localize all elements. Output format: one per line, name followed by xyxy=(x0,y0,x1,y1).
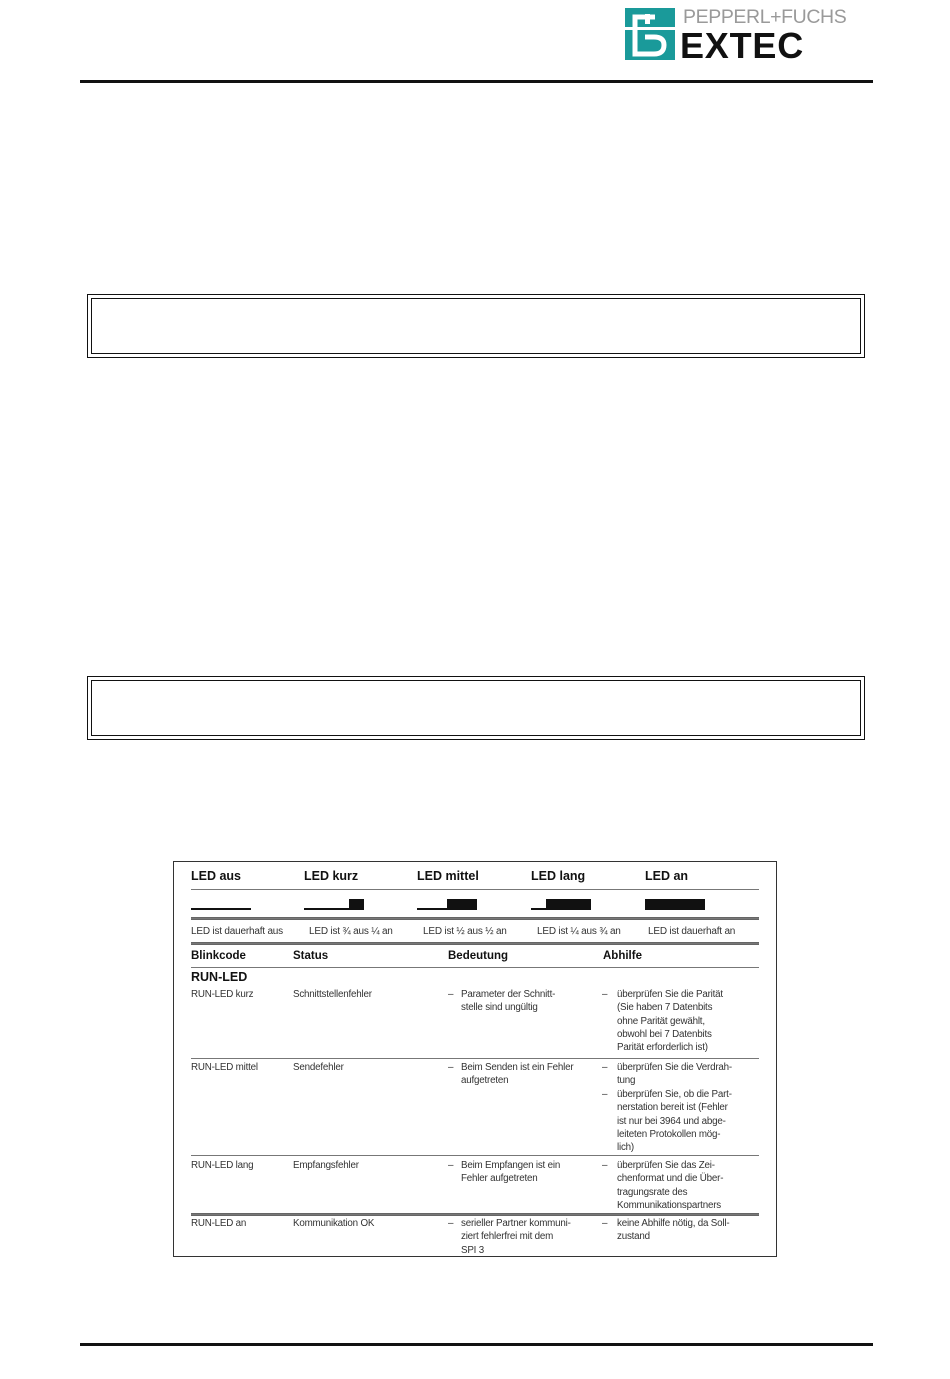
row-abhilfe: überprüfen Sie das Zei- chenformat und die Über- tragungsrate des Kommunikationspartners xyxy=(617,1160,724,1211)
table-divider xyxy=(191,942,759,945)
empty-framed-box xyxy=(87,676,865,740)
led-pattern xyxy=(531,899,591,910)
led-off-segment xyxy=(417,908,447,910)
row-blinkcode: RUN-LED mittel xyxy=(191,1062,258,1073)
led-on-segment xyxy=(645,899,705,910)
header-rule xyxy=(80,80,873,83)
table-divider xyxy=(191,889,759,890)
led-pattern xyxy=(417,899,477,910)
led-state-label: LED aus xyxy=(191,869,242,883)
row-blinkcode: RUN-LED kurz xyxy=(191,989,254,1000)
row-bedeutung: serieller Partner kommuni- ziert fehlerfrei mit dem SPI 3 xyxy=(461,1218,571,1256)
led-blinkcode-table: LED aus LED kurz LED mittel LED lang LED an LED ist dauerhaft aus LED ist ¾ aus ¼ an LED ist ½ aus ½ an LED ist ¼ aus ¾ an LED ist dauerhaft an Blinkcode Status Bedeutung Abhilfe RUN-LED RUN-LED kurz Schnittstellenfehler – Parameter der Schnitt- stelle sind ungültig – überprüfen Sie die Parität (Sie haben 7 Datenbits ohne Parität gewählt, obwohl bei 7 Datenbits Parität erforderlich ist) RUN-LED mittel Sendefehler – Beim Senden ist ein Fehler aufgetreten – überprüfen Sie die Verdrah- tung – überprüfen Sie, ob die Part- nerstation bereit ist (Fehler ist nur bei 3964 und abge- leiteten Protokollen mög- lich) RUN-LED lang Empfangsfehler – Beim Empfangen ist ein Fehler aufgetreten – überprüfen Sie das Zei- chenformat und die Über- tragungsrate des Kommunikationspartners RUN-LED an Kommunikation OK – serieller Partner kommuni- ziert fehlerfrei mit dem SPI 3 – keine Abhilfe nötig, da Soll- zustand xyxy=(173,861,777,1257)
led-state-caption: LED ist ¼ aus ¾ an xyxy=(537,926,621,937)
led-on-segment xyxy=(447,899,477,910)
footer-rule xyxy=(80,1343,873,1346)
column-header-blinkcode: Blinkcode xyxy=(191,950,246,962)
empty-framed-box xyxy=(87,294,865,358)
row-status: Empfangsfehler xyxy=(293,1160,359,1171)
led-on-segment xyxy=(349,899,364,910)
logo-product-text: EXTEC xyxy=(680,25,805,66)
led-off-segment xyxy=(191,908,251,910)
row-abhilfe: überprüfen Sie die Parität (Sie haben 7 Datenbits ohne Parität gewählt, obwohl bei 7 Datenbits Parität erforderlich ist) xyxy=(617,989,723,1054)
led-state-label: LED lang xyxy=(531,869,586,883)
logo-brand-text: PEPPERL+FUCHS xyxy=(683,6,847,28)
table-divider xyxy=(191,1213,759,1216)
led-state-label: LED an xyxy=(645,869,689,883)
table-divider xyxy=(191,1058,759,1059)
led-on-segment xyxy=(546,899,591,910)
table-divider xyxy=(191,967,759,968)
row-status: Schnittstellenfehler xyxy=(293,989,372,1000)
row-blinkcode: RUN-LED lang xyxy=(191,1160,254,1171)
row-bedeutung: Beim Senden ist ein Fehler aufgetreten xyxy=(461,1062,574,1087)
row-bedeutung: Parameter der Schnitt- stelle sind ungültig xyxy=(461,989,556,1014)
table-divider xyxy=(191,917,759,920)
company-logo xyxy=(625,6,865,66)
led-pattern xyxy=(645,899,705,910)
row-abhilfe: überprüfen Sie, ob die Part- nerstation bereit ist (Fehler ist nur bei 3964 und abge- leiteten Protokollen mög- lich) xyxy=(617,1089,732,1154)
row-bedeutung: Beim Empfangen ist ein Fehler aufgetreten xyxy=(461,1160,561,1185)
led-pattern xyxy=(304,899,364,910)
group-heading-run-led: RUN-LED xyxy=(191,970,248,984)
pepperl-fuchs-pf-mark-icon xyxy=(625,8,675,60)
led-off-segment xyxy=(304,908,349,910)
led-state-caption: LED ist ½ aus ½ an xyxy=(423,926,507,937)
led-pattern xyxy=(191,899,251,910)
led-state-caption: LED ist dauerhaft an xyxy=(648,926,736,937)
led-state-label: LED kurz xyxy=(304,869,359,883)
table-divider xyxy=(191,1155,759,1156)
led-state-label: LED mittel xyxy=(417,869,479,883)
column-header-status: Status xyxy=(293,950,329,962)
row-abhilfe: keine Abhilfe nötig, da Soll- zustand xyxy=(617,1218,730,1243)
led-off-segment xyxy=(531,908,546,910)
led-state-caption: LED ist ¾ aus ¼ an xyxy=(309,926,393,937)
row-abhilfe: überprüfen Sie die Verdrah- tung xyxy=(617,1062,732,1087)
led-state-caption: LED ist dauerhaft aus xyxy=(191,926,283,937)
column-header-bedeutung: Bedeutung xyxy=(448,950,509,962)
row-status: Kommunikation OK xyxy=(293,1218,375,1229)
column-header-abhilfe: Abhilfe xyxy=(603,950,642,962)
row-status: Sendefehler xyxy=(293,1062,344,1073)
row-blinkcode: RUN-LED an xyxy=(191,1218,247,1229)
